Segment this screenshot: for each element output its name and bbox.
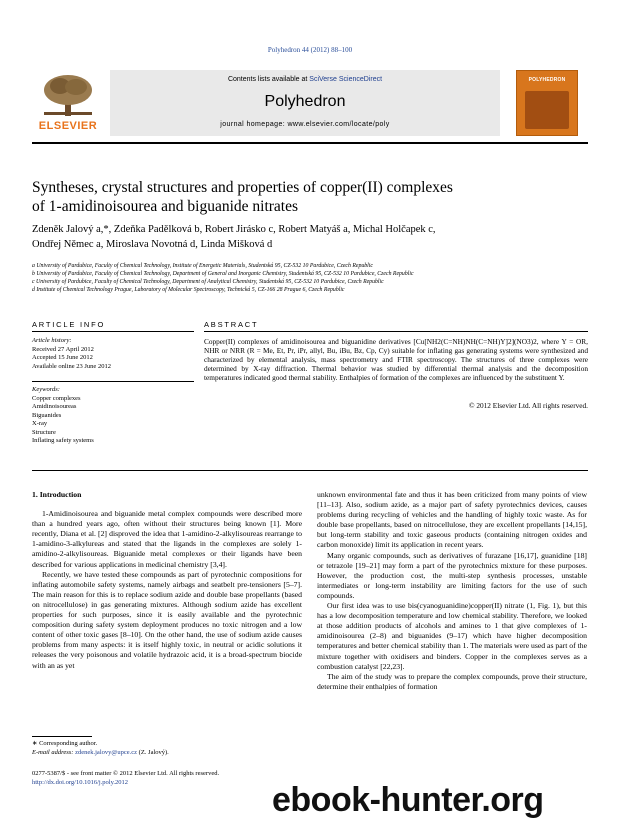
article-title — [32, 178, 572, 216]
keyword: Inflating safety systems — [32, 437, 94, 444]
journal-info-box — [110, 70, 500, 136]
page-footer — [32, 770, 219, 787]
article-info-rule — [32, 331, 194, 332]
cover-title: POLYHEDRON — [528, 77, 566, 83]
email-line — [32, 749, 169, 758]
cover-art-image — [525, 91, 569, 129]
abstract-copyright: © 2012 Elsevier Ltd. All rights reserved. — [468, 401, 588, 410]
abstract-rule — [204, 331, 588, 332]
history-online: Available online 23 June 2012 — [32, 362, 111, 370]
elsevier-wordmark: ELSEVIER — [38, 120, 98, 132]
sciencedirect-link[interactable]: SciVerse ScienceDirect — [309, 76, 383, 83]
paragraph: The aim of the study was to prepare the complex compounds, prove their structure, determine their enthalpies of formation — [317, 671, 587, 691]
keywords-rule — [32, 381, 194, 382]
keywords — [32, 386, 94, 446]
issn-line: 0277-5387/$ - see front matter © 2012 Elsevier Ltd. All rights reserved. — [32, 770, 220, 777]
left-column — [32, 490, 302, 671]
keyword: Amidinoisoureas — [32, 403, 77, 410]
affiliation-d: d Institute of Chemical Technology Prague, Laboratory of Molecular Spectroscopy, Technická 5, CZ-166 28 Prague 6, Czech Republic — [32, 287, 345, 293]
email-link[interactable]: zdenek.jalovy@upce.cz — [75, 748, 138, 756]
article-history — [32, 337, 111, 371]
doi-link[interactable]: http://dx.doi.org/10.1016/j.poly.2012 — [32, 778, 129, 786]
homepage-link[interactable]: www.elsevier.com/locate/poly — [287, 121, 390, 128]
authors-line-2: Ondřej Němec a, Miroslava Novotná d, Linda Mišková d — [32, 239, 273, 250]
abstract-heading: ABSTRACT — [204, 320, 259, 329]
history-accepted: Accepted 15 June 2012 — [32, 354, 93, 361]
homepage-prefix: journal homepage: — [220, 121, 288, 128]
contents-prefix: Contents lists available at — [227, 76, 310, 83]
paragraph: unknown environmental fate and thus it has been criticized from many points of view [11–13]. Also, sodium azide, as a major part of safety pyrotechnics devices, causes problems during recycling of vehicles and the handling of highly toxic waste. As for double base propellants, based on nitrocellulose, they are excellent propellants [14,15], but long-term stability and toxic gaseous products (containing nitrogen oxides and carbon monoxide) limit its application in recent years. — [317, 490, 587, 550]
author-list — [32, 222, 588, 252]
title-line-1: Syntheses, crystal structures and properties of copper(II) complexes — [32, 179, 453, 196]
history-received: Received 27 April 2012 — [32, 345, 94, 353]
authors-line-1: Zdeněk Jalový a,*, Zdeňka Padělková b, Robert Jirásko c, Robert Matyáš a, Michal Holčapek c, — [32, 224, 436, 235]
corresponding-author-note: ∗ Corresponding author. — [32, 740, 98, 747]
footnote-rule — [32, 736, 92, 737]
affiliations — [32, 262, 588, 294]
right-column — [317, 490, 587, 692]
journal-header — [32, 70, 588, 140]
journal-title: Polyhedron — [264, 93, 346, 110]
affiliation-c: c University of Pardubice, Faculty of Chemical Technology, Department of Analytical Chemistry, Studentská 95, CZ-532 10 Pardubice, Czech Republic — [32, 279, 384, 285]
keyword: Copper complexes — [32, 394, 81, 402]
watermark: ebook-hunter.org — [272, 781, 544, 819]
elsevier-tree-icon — [32, 70, 104, 120]
header-divider — [32, 142, 588, 144]
email-label: E-mail address: — [32, 748, 76, 756]
journal-homepage-line — [110, 121, 500, 128]
journal-cover-thumbnail[interactable] — [516, 70, 578, 136]
history-label: Article history: — [32, 337, 72, 344]
section-heading: 1. Introduction — [32, 490, 82, 499]
affiliation-a: a University of Pardubice, Faculty of Chemical Technology, Institute of Energetic Materials, Studentská 95, CZ-532 10 Pardubice, Czech Republic — [32, 263, 373, 269]
email-suffix: (Z. Jalový). — [137, 748, 169, 756]
footnote — [32, 740, 169, 757]
abstract-text: Copper(II) complexes of amidinoisourea and biguanidine derivatives [Cu[NH2(C=NH)NH(C=NH)Y]2](NO3)2, where Y = OR, NHR or NRR (R = Me, Et, Pr, iPr, allyl, Bu, iBu, Bz, Cp, Cy) suitable for inflating gas generating systems were synthesized and characterized by elemental analysis, mass spectrometry and FTIR spectroscopy. The structures of three complexes were determined by X-ray diffraction. Thermal behavior was studied by differential thermal analysis and the decomposition temperatures indicated good thermal stability. Enthalpies of formation of the complexes are influenced by the substituent Y. — [204, 337, 588, 382]
elsevier-logo[interactable] — [32, 70, 104, 138]
paragraph: Our first idea was to use bis(cyanoguanidine)copper(II) nitrate (1, Fig. 1), but this has a low decomposition temperature and low chemical stability. Therefore, we looked at those addition products of alcohols and amines to 1 that give complexes of 1-amidinoisourea (2–8) and biguanides (9–17) which have higher decomposition temperatures and better chemical stability than 1. The materials were used as part of the mixture together with oxidisers and binders. Copper in the complexes serves as a combustion catalyst [22,23]. — [317, 601, 587, 671]
contents-line — [110, 76, 500, 83]
journal-reference[interactable]: Polyhedron 44 (2012) 88–100 — [267, 46, 353, 54]
article-info-heading: ARTICLE INFO — [32, 320, 106, 329]
paragraph: Many organic compounds, such as derivatives of furazane [16,17], guanidine [18] or tetrazole [19–21] may form a part of the pyrotechnics mixture for these purposes. However, the production cost, the multi-step synthesis processes, unstable intermediates or long-term instability are limiting factors for the use of such compounds. — [317, 550, 587, 600]
keyword: X-ray — [32, 420, 48, 427]
body-divider — [32, 470, 588, 471]
title-line-2: of 1-amidinoisourea and biguanide nitrates — [32, 198, 299, 215]
affiliation-b: b University of Pardubice, Faculty of Chemical Technology, Department of General and Inorganic Chemistry, Studentská 95, CZ-532 10 Pardubice, Czech Republic — [32, 271, 414, 277]
keywords-label: Keywords: — [32, 386, 60, 393]
keyword: Biguanides — [32, 411, 62, 419]
paragraph: 1-Amidinoisourea and biguanide metal complex compounds were described more than a hundred years ago, often without their structures being known [1]. More recently, Diana et al. [2] disproved the idea that 1-amidino-2-alkylisoureas rearrange to 1-amidino-3-alkylureas and stated that the ligands in the complexes are solely 1-amidino-2-alkylisoureas. Biguanide metal complexes or their ligands have been described for various applications in medicinal chemistry [3,4]. — [32, 509, 302, 569]
keyword: Structure — [32, 428, 56, 436]
paragraph: Recently, we have tested these compounds as part of pyrotechnic compositions for inflating automobile safety systems, namely airbags and seatbelt pre-tensioners [5–7]. The main reason for this is to replace sodium azide and double base propellants (based on nitrocellulose) in gas generating mixtures. Although sodium azide has excellent properties for such purposes, since it is easily available and the pyrotechnic composition during safety system deployment produces no toxic nitrogen and a low content of other toxic gases [8–10]. On the other hand, the use of sodium azide causes problems from many aspects: it is itself highly toxic, in neutral or acidic solutions it releases the very poisonous and volatile hydrazoic acid, it is a broad-spectrum biocide with an as yet — [32, 569, 302, 670]
